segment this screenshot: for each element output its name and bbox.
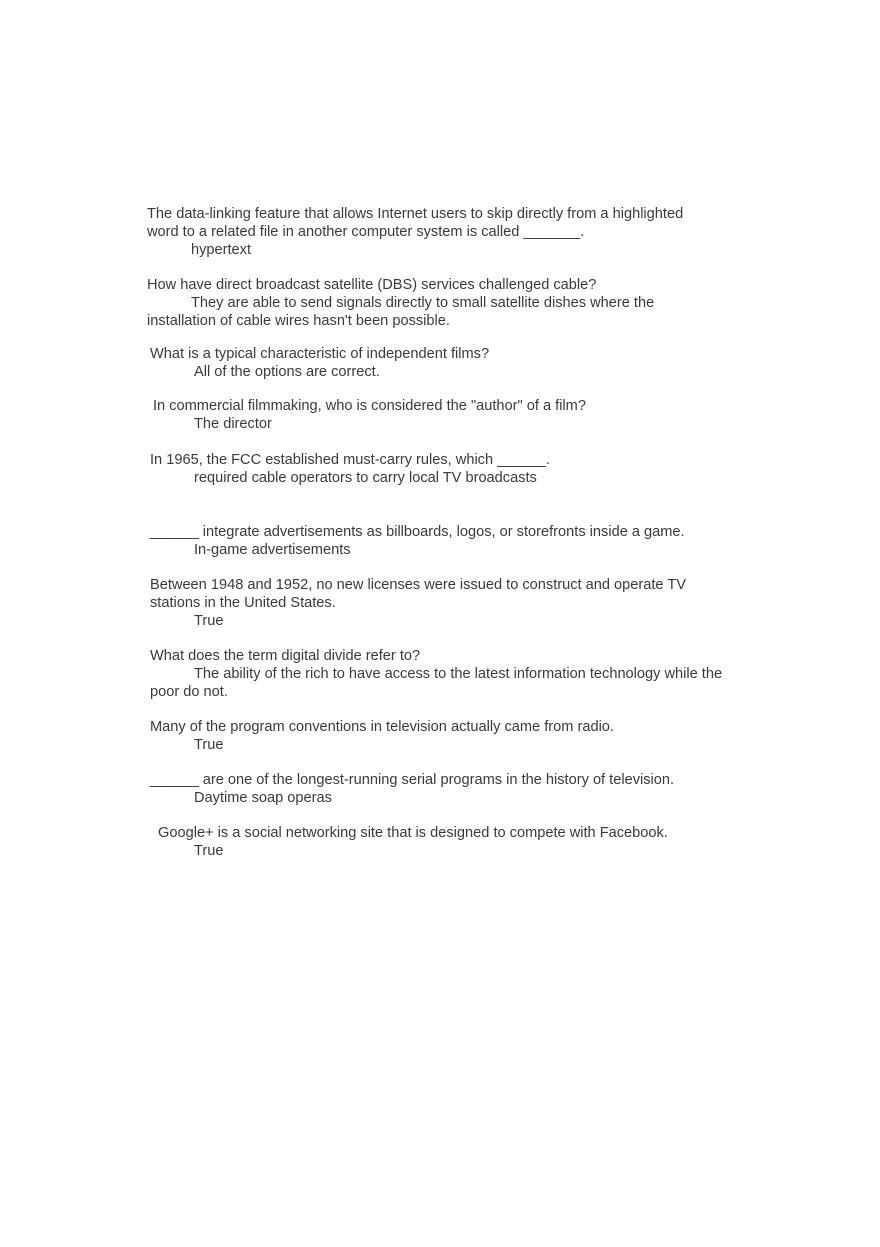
answer-text: required cable operators to carry local TV broadcasts bbox=[194, 470, 537, 486]
qa-item bbox=[150, 718, 730, 754]
qa-item bbox=[153, 397, 733, 433]
question-text: ______ are one of the longest-running serial programs in the history of television. bbox=[150, 772, 675, 788]
question-text: ______ integrate advertisements as billboards, logos, or storefronts inside a game. bbox=[150, 524, 685, 540]
answer-text: Daytime soap operas bbox=[194, 790, 332, 806]
qa-item bbox=[150, 647, 725, 701]
question-text: What is a typical characteristic of independent films? bbox=[150, 346, 490, 362]
answer-text: The ability of the rich to have access to the latest information technology while the poor do not. bbox=[150, 666, 723, 700]
qa-item bbox=[150, 345, 730, 381]
question-text: Many of the program conventions in television actually came from radio. bbox=[150, 719, 614, 735]
qa-item bbox=[150, 576, 710, 630]
question-text: What does the term digital divide refer to? bbox=[150, 648, 421, 664]
qa-item bbox=[150, 451, 730, 487]
question-text: In commercial filmmaking, who is considered the "author" of a film? bbox=[153, 398, 586, 414]
answer-text: In-game advertisements bbox=[194, 542, 351, 558]
qa-item bbox=[147, 205, 712, 259]
answer-text: hypertext bbox=[191, 242, 252, 258]
answer-text: True bbox=[194, 843, 224, 859]
answer-text: The director bbox=[194, 416, 272, 432]
qa-item bbox=[158, 824, 738, 860]
answer-text: True bbox=[194, 737, 224, 753]
answer-text: All of the options are correct. bbox=[194, 364, 380, 380]
answer-text: True bbox=[194, 613, 224, 629]
question-text: The data-linking feature that allows Internet users to skip directly from a highlighted word to a related file in another computer system is called _______. bbox=[147, 206, 684, 240]
qa-item bbox=[147, 276, 717, 330]
answer-text: They are able to send signals directly to small satellite dishes where the installation of cable wires hasn't been possible. bbox=[147, 295, 655, 329]
question-text: Between 1948 and 1952, no new licenses were issued to construct and operate TV stations in the United States. bbox=[150, 577, 686, 611]
qa-item bbox=[150, 771, 730, 807]
qa-item bbox=[150, 523, 730, 559]
question-text: Google+ is a social networking site that is designed to compete with Facebook. bbox=[158, 825, 668, 841]
question-text: How have direct broadcast satellite (DBS) services challenged cable? bbox=[147, 277, 597, 293]
question-text: In 1965, the FCC established must-carry rules, which ______. bbox=[150, 452, 550, 468]
